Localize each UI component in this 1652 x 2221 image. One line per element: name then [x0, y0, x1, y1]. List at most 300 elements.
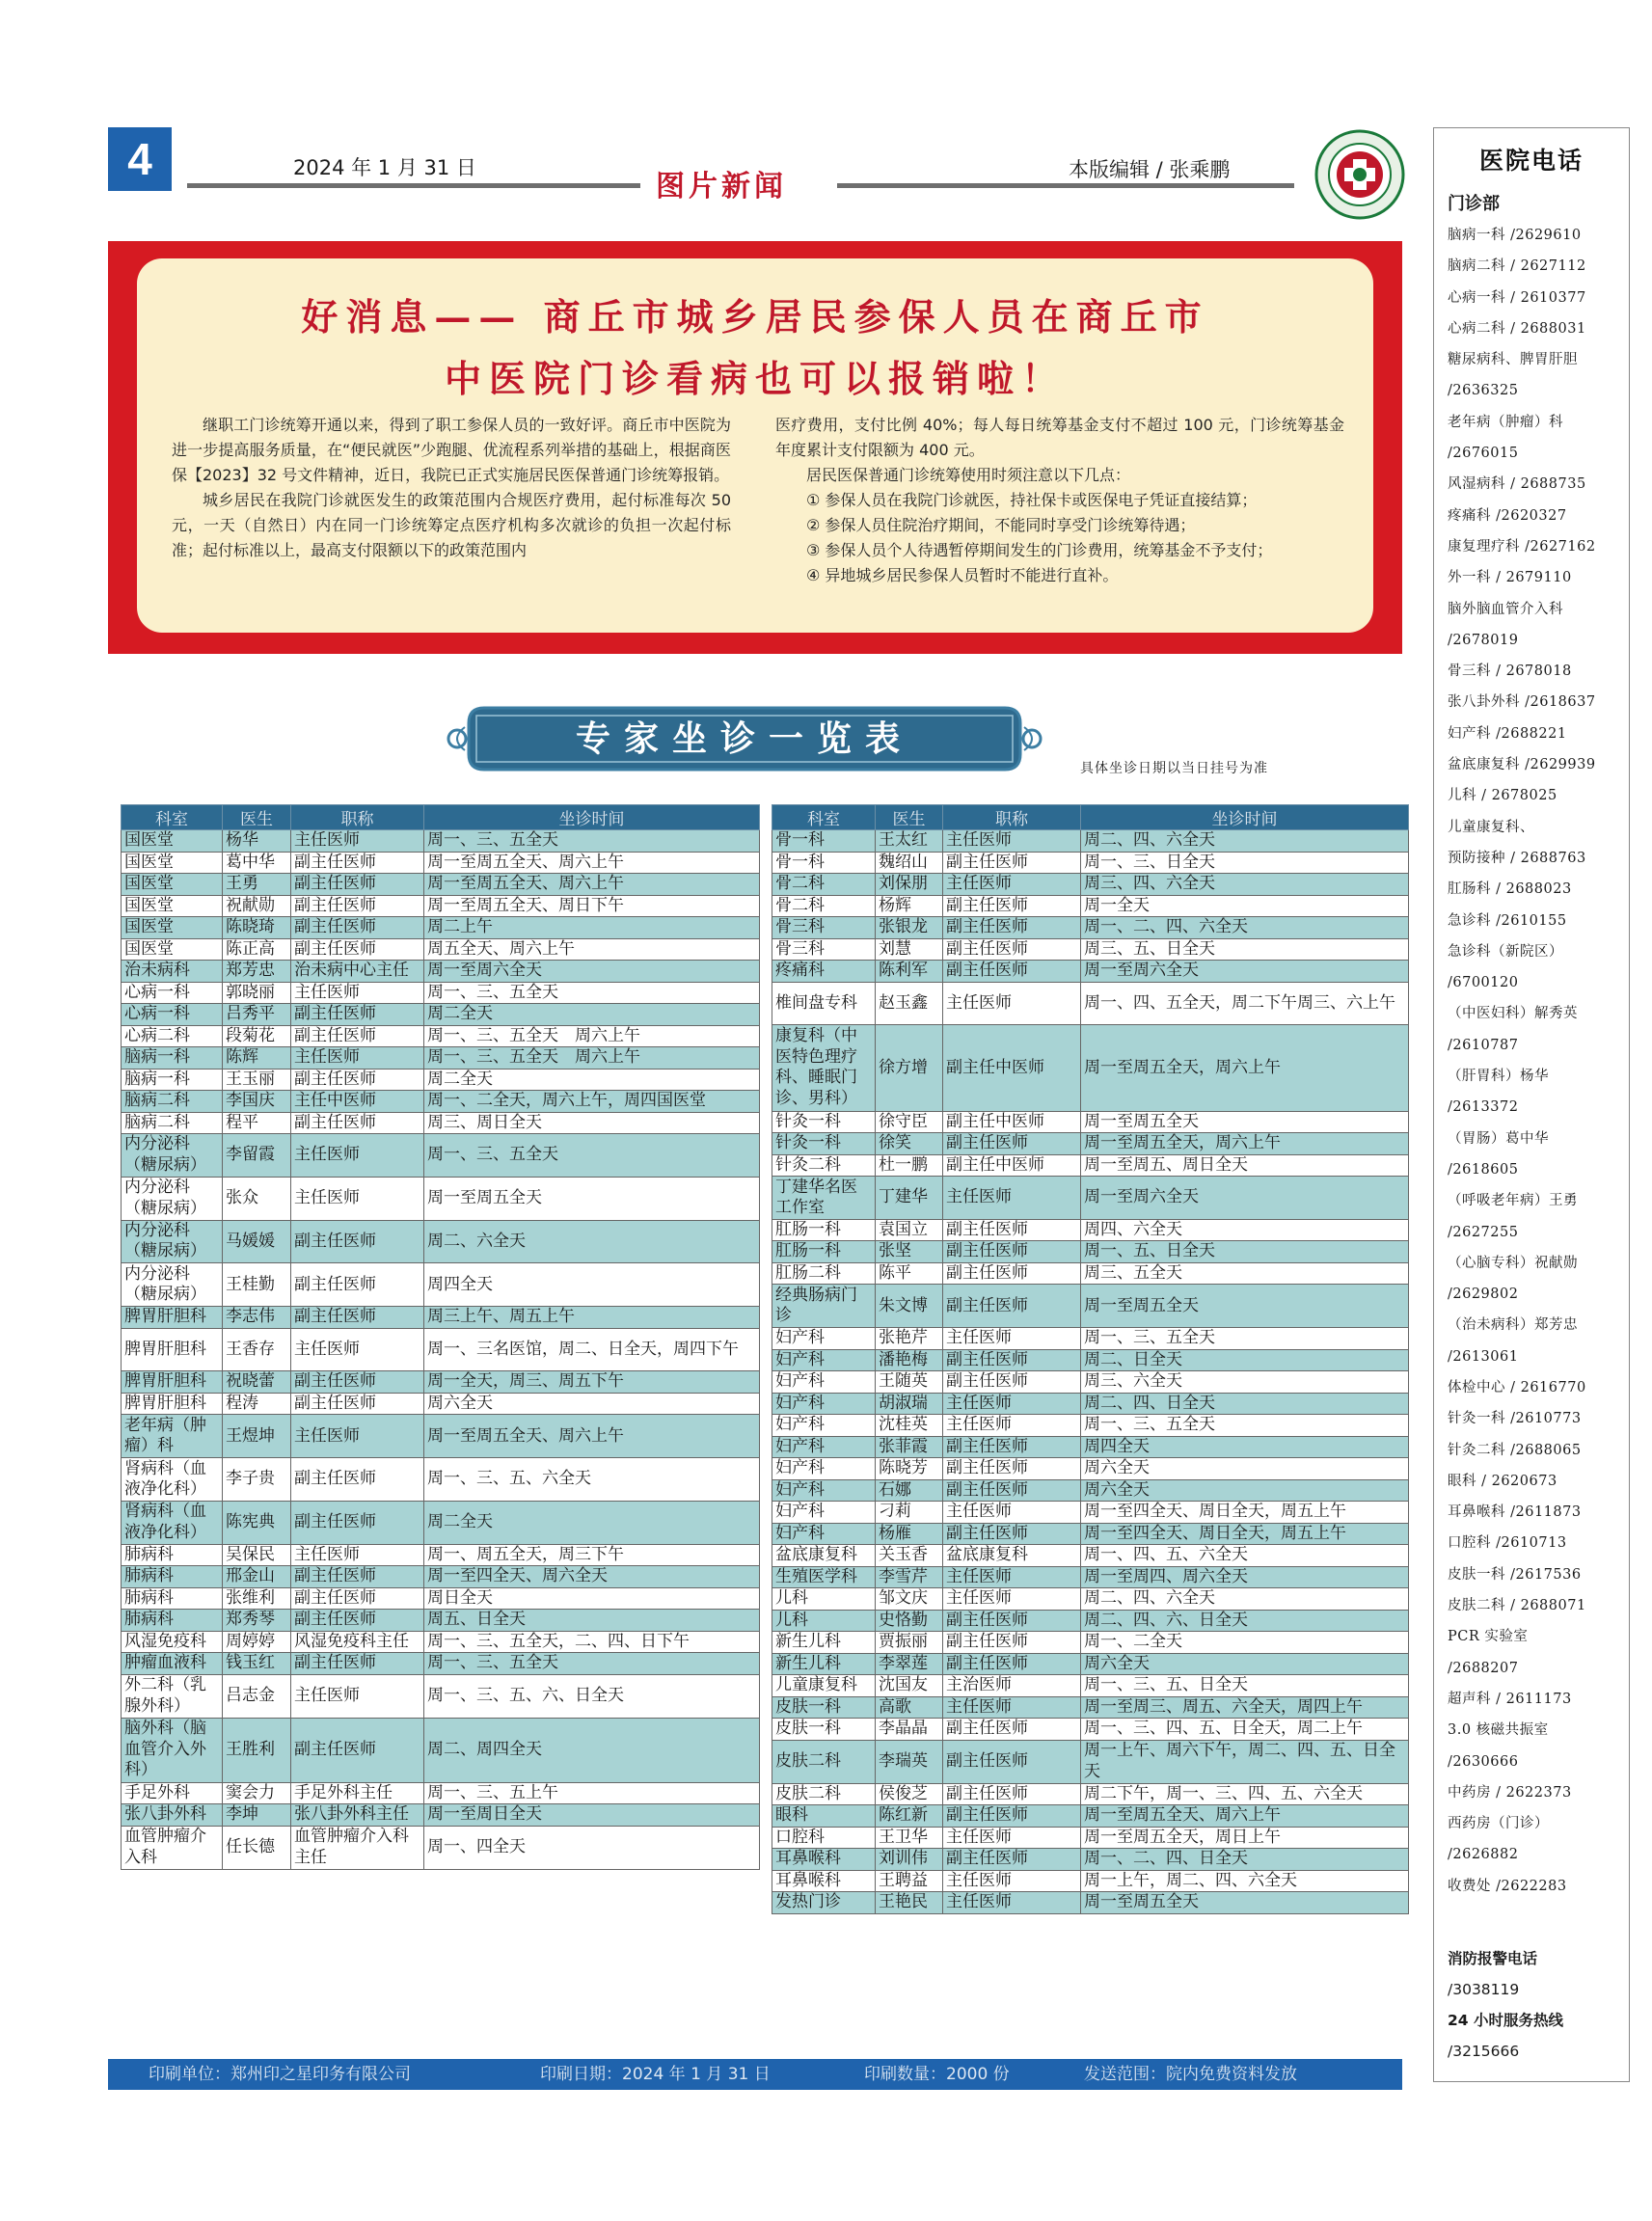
cell-doctor: 李雪芹 [876, 1566, 943, 1588]
banner-notice-intro: 居民医保普通门诊统筹使用时须注意以下几点： [806, 466, 1131, 484]
cell-title: 副主任医师 [291, 1004, 424, 1026]
schedule-row [772, 1219, 1409, 1241]
cell-dept: 脑外科（脑血管介入外科） [122, 1718, 223, 1782]
phone-entry: 体检中心 / 2616770 [1448, 1379, 1586, 1395]
schedule-row [122, 1566, 760, 1588]
schedule-row [772, 917, 1409, 939]
cell-time: 周一至周五全天、周六上午 [424, 852, 760, 874]
phone-entry: /2676015 [1448, 446, 1519, 462]
cell-doctor: 石娜 [876, 1479, 943, 1502]
cell-doctor: 葛中华 [223, 852, 291, 874]
cell-dept: 内分泌科（糖尿病） [122, 1263, 223, 1307]
cell-time: 周一至周四、周六全天 [1081, 1566, 1409, 1588]
schedule-row [122, 1415, 760, 1458]
schedule-row [122, 1674, 760, 1718]
schedule-row [122, 1112, 760, 1134]
hospital-phone-sidebar [1433, 127, 1630, 2082]
col-header-dept: 科室 [772, 805, 876, 830]
cell-title: 主任医师 [943, 1588, 1081, 1611]
cell-doctor: 张维利 [223, 1587, 291, 1610]
cell-title: 副主任医师 [291, 1610, 424, 1632]
cell-time: 周一、三、四、五、日全天，周二上午 [1081, 1719, 1409, 1741]
cell-doctor: 李志伟 [223, 1307, 291, 1329]
col-header-doctor: 医生 [876, 805, 943, 830]
cell-time: 周一、三、五全天 [1081, 1415, 1409, 1437]
phone-entry: 妇产科 /2688221 [1448, 725, 1567, 742]
cell-time: 周一、三、五全天 [1081, 1328, 1409, 1350]
cell-doctor: 程平 [223, 1112, 291, 1134]
cell-doctor: 祝晓蕾 [223, 1371, 291, 1394]
schedule-row [122, 1091, 760, 1113]
schedule-row [122, 874, 760, 896]
cell-title: 副主任医师 [943, 1262, 1081, 1285]
schedule-row [122, 1804, 760, 1827]
cell-time: 周一至周五全天、周六上午 [424, 1415, 760, 1458]
schedule-row [122, 1653, 760, 1675]
cell-dept: 脾胃肝胆科 [122, 1393, 223, 1415]
cell-title: 主任医师 [943, 1393, 1081, 1415]
phone-entry: 盆底康复科 /2629939 [1448, 757, 1596, 773]
schedule-row [772, 1566, 1409, 1588]
cell-time: 周三、周日全天 [424, 1112, 760, 1134]
phone-entry: 康复理疗科 /2627162 [1448, 538, 1596, 555]
cell-dept: 心病二科 [122, 1025, 223, 1047]
schedule-row [772, 1349, 1409, 1371]
cell-title: 副主任医师 [943, 1479, 1081, 1502]
schedule-row [772, 961, 1409, 983]
banner-paragraph: 继职工门诊统筹开通以来，得到了职工参保人员的一致好评。商丘市中医院为进一步提高服务质量，在“便民就医”少跑腿、优流程系列举措的基础上，根据商医保【2023】32 号文件精神，近日，我院已正式实施居民医保普通门诊统筹报销。 [172, 416, 731, 484]
phone-entry: 耳鼻喉科 /2611873 [1448, 1504, 1582, 1521]
cell-doctor: 杨华 [223, 830, 291, 853]
cell-title: 主任医师 [943, 1566, 1081, 1588]
cell-time: 周一至周三、周五、六全天，周四上午 [1081, 1696, 1409, 1719]
cell-time: 周一至周五全天，周六上午 [1081, 1133, 1409, 1155]
cell-dept: 新生儿科 [772, 1653, 876, 1675]
cell-dept: 脑病二科 [122, 1091, 223, 1113]
schedule-row [122, 830, 760, 853]
cell-time: 周二下午，周一、三、四、五、六全天 [1081, 1783, 1409, 1805]
cell-doctor: 陈晓芳 [876, 1458, 943, 1480]
phone-entry: （中医妇科）解秀英 [1448, 1006, 1578, 1022]
schedule-row [122, 852, 760, 874]
phone-entry: /2678019 [1448, 632, 1519, 648]
cell-title: 治未病中心主任 [291, 961, 424, 983]
schedule-row [772, 1371, 1409, 1394]
cell-dept: 皮肤二科 [772, 1783, 876, 1805]
cell-title: 副主任医师 [291, 1371, 424, 1394]
cell-doctor: 张银龙 [876, 917, 943, 939]
cell-title: 副主任医师 [291, 1307, 424, 1329]
cell-time: 周五全天、周六上午 [424, 938, 760, 961]
phone-entry: PCR 实验室 [1448, 1629, 1529, 1645]
cell-title: 副主任医师 [943, 1653, 1081, 1675]
cell-time: 周一、二、四、六全天 [1081, 917, 1409, 939]
cell-dept: 妇产科 [772, 1349, 876, 1371]
cell-doctor: 陈晓琦 [223, 917, 291, 939]
schedule-note: 具体坐诊日期以当日挂号为准 [1080, 761, 1268, 776]
schedule-row [772, 1458, 1409, 1480]
cell-time: 周一、周五全天，周三下午 [424, 1544, 760, 1566]
schedule-row [122, 1047, 760, 1070]
cell-doctor: 钱玉红 [223, 1653, 291, 1675]
schedule-row [122, 1393, 760, 1415]
cell-dept: 脑病一科 [122, 1047, 223, 1070]
schedule-row [772, 1805, 1409, 1828]
cell-title: 副主任医师 [943, 938, 1081, 961]
print-footer [108, 2059, 1402, 2090]
phone-entry: 西药房（门诊） [1448, 1816, 1549, 1832]
cell-dept: 肺病科 [122, 1544, 223, 1566]
schedule-row [122, 1631, 760, 1653]
schedule-title: 专家坐诊一览表 [575, 718, 913, 759]
cell-time: 周一、三、五全天 周六上午 [424, 1025, 760, 1047]
cell-doctor: 刘慧 [876, 938, 943, 961]
cell-title: 副主任医师 [291, 1653, 424, 1675]
schedule-row [772, 1783, 1409, 1805]
cell-dept: 骨一科 [772, 830, 876, 853]
footer-printer: 印刷单位：郑州印之星印务有限公司 [149, 2065, 411, 2084]
cell-doctor: 陈红新 [876, 1805, 943, 1828]
cell-title: 主任医师 [291, 1177, 424, 1220]
phone-entry: /2613061 [1448, 1348, 1519, 1365]
cell-time: 周一、三、五上午 [424, 1782, 760, 1804]
news-banner [108, 241, 1402, 654]
phone-entry: /2613372 [1448, 1099, 1519, 1116]
schedule-row [772, 1719, 1409, 1741]
cell-title: 副主任医师 [943, 1719, 1081, 1741]
cell-doctor: 王随英 [876, 1371, 943, 1394]
cell-dept: 儿科 [772, 1610, 876, 1632]
cell-title: 副主任中医师 [943, 1111, 1081, 1133]
sidebar-section: 门诊部 [1448, 194, 1500, 214]
col-header-time: 坐诊时间 [1081, 805, 1409, 830]
cell-time: 周一、四全天 [424, 1826, 760, 1869]
cell-time: 周六全天 [1081, 1458, 1409, 1480]
cell-dept: 生殖医学科 [772, 1566, 876, 1588]
phone-entry: （胃肠）葛中华 [1448, 1130, 1549, 1147]
cell-dept: 肛肠二科 [772, 1262, 876, 1285]
cell-time: 周二上午 [424, 917, 760, 939]
phone-entry: 眼科 / 2620673 [1448, 1473, 1557, 1489]
phone-entry: /2610787 [1448, 1037, 1519, 1053]
cell-dept: 脾胃肝胆科 [122, 1307, 223, 1329]
cell-dept: 妇产科 [772, 1415, 876, 1437]
cell-dept: 脾胃肝胆科 [122, 1328, 223, 1371]
cell-title: 副主任医师 [943, 1219, 1081, 1241]
cell-time: 周四全天 [424, 1263, 760, 1307]
cell-title: 副主任医师 [943, 1805, 1081, 1828]
cell-doctor: 刘训伟 [876, 1849, 943, 1871]
cell-doctor: 吕志金 [223, 1674, 291, 1718]
cell-time: 周一、三、五、六全天 [424, 1458, 760, 1502]
cell-time: 周一至周六全天 [1081, 1177, 1409, 1220]
cell-dept: 针灸二科 [772, 1154, 876, 1177]
cell-time: 周一、二、四、日全天 [1081, 1849, 1409, 1871]
cell-time: 周二全天 [424, 1502, 760, 1545]
cell-doctor: 吕秀平 [223, 1004, 291, 1026]
cell-dept: 国医堂 [122, 895, 223, 917]
phone-entry: /2618605 [1448, 1161, 1519, 1178]
schedule-row [772, 1502, 1409, 1524]
cell-time: 周二、日全天 [1081, 1349, 1409, 1371]
cell-doctor: 王聘益 [876, 1870, 943, 1892]
cell-time: 周一至四全天、周日全天，周五上午 [1081, 1523, 1409, 1545]
cell-doctor: 吴保民 [223, 1544, 291, 1566]
cell-title: 副主任医师 [291, 1718, 424, 1782]
cell-time: 周一至周五、周日全天 [1081, 1154, 1409, 1177]
cell-dept: 肛肠一科 [772, 1219, 876, 1241]
cell-time: 周一、三、五全天 [424, 1134, 760, 1178]
cell-dept: 椎间盘专科 [772, 982, 876, 1025]
cell-time: 周二、四、六全天 [1081, 1588, 1409, 1611]
emergency-contacts [1448, 1943, 1563, 2067]
cell-title: 副主任中医师 [943, 1025, 1081, 1111]
col-header-title: 职称 [291, 805, 424, 830]
cell-dept: 肺病科 [122, 1566, 223, 1588]
phone-entry: （呼吸老年病）王勇 [1448, 1193, 1578, 1209]
phone-entry: 中药房 / 2622373 [1448, 1784, 1572, 1801]
cell-dept: 肾病科（血液净化科） [122, 1458, 223, 1502]
phone-entry: 皮肤一科 /2617536 [1448, 1566, 1582, 1583]
cell-time: 周五、日全天 [424, 1610, 760, 1632]
cell-doctor: 张坚 [876, 1241, 943, 1263]
phone-entry: 张八卦外科 /2618637 [1448, 694, 1596, 711]
cell-doctor: 王卫华 [876, 1827, 943, 1849]
cell-dept: 脑病一科 [122, 1069, 223, 1091]
banner-notice-item: ④ 异地城乡居民参保人员暂时不能进行直补。 [806, 566, 1119, 584]
schedule-row [122, 1782, 760, 1804]
phone-entry: 针灸一科 /2610773 [1448, 1411, 1582, 1427]
schedule-row [772, 1892, 1409, 1914]
phone-entry: 外一科 / 2679110 [1448, 570, 1572, 586]
cell-time: 周一、三、五全天 [424, 830, 760, 853]
schedule-row [122, 1069, 760, 1091]
col-header-time: 坐诊时间 [424, 805, 760, 830]
schedule-row [772, 1827, 1409, 1849]
schedule-row [122, 917, 760, 939]
schedule-row [122, 1328, 760, 1371]
cell-title: 盆底康复科 [943, 1545, 1081, 1567]
cell-doctor: 李坤 [223, 1804, 291, 1827]
cell-doctor: 陈平 [876, 1262, 943, 1285]
cell-doctor: 杜一鹏 [876, 1154, 943, 1177]
cell-title: 副主任医师 [943, 1458, 1081, 1480]
phone-entry: 脑病一科 /2629610 [1448, 228, 1582, 243]
phone-entry: 老年病（肿瘤）科 [1448, 414, 1563, 430]
schedule-table-right [772, 804, 1409, 1914]
schedule-row [772, 874, 1409, 896]
banner-title-line2: 中医院门诊看病也可以报销啦！ [444, 357, 1066, 400]
cell-doctor: 郭晓丽 [223, 982, 291, 1004]
banner-notice-item: ② 参保人员住院治疗期间，不能同时享受门诊统筹待遇； [806, 516, 1196, 534]
schedule-row [122, 1458, 760, 1502]
cell-dept: 骨三科 [772, 938, 876, 961]
schedule-row [772, 1523, 1409, 1545]
cell-dept: 耳鼻喉科 [772, 1849, 876, 1871]
banner-paragraph: 城乡居民在我院门诊就医发生的政策范围内合规医疗费用，起付标准每次 50 元，一天（自然日）内在同一门诊统筹定点医疗机构多次就诊的负担一次起付标准；起付标准以上，最高支付限额以下的政策范围内 [172, 491, 731, 559]
cell-doctor: 胡淑瑞 [876, 1393, 943, 1415]
fire-label: 消防报警电话 [1448, 1950, 1538, 1967]
cell-title: 副主任医师 [943, 961, 1081, 983]
cell-doctor: 马媛媛 [223, 1220, 291, 1263]
cell-time: 周三、五、日全天 [1081, 938, 1409, 961]
schedule-row [122, 1587, 760, 1610]
cell-time: 周一、三、五全天 周六上午 [424, 1047, 760, 1070]
banner-right-column [775, 413, 1344, 588]
cell-time: 周一、三、五全天，二、四、日下午 [424, 1631, 760, 1653]
cell-title: 副主任医师 [291, 1587, 424, 1610]
cell-time: 周三、五全天 [1081, 1262, 1409, 1285]
cell-time: 周一全天，周三、周五下午 [424, 1371, 760, 1394]
cell-dept: 内分泌科（糖尿病） [122, 1177, 223, 1220]
phone-entry: 预防接种 / 2688763 [1448, 850, 1586, 866]
cell-title: 副主任医师 [291, 895, 424, 917]
cell-time: 周一至周五全天 [1081, 1111, 1409, 1133]
cell-doctor: 张艳芹 [876, 1328, 943, 1350]
cell-title: 主任医师 [943, 830, 1081, 853]
hotline-number: /3215666 [1448, 2043, 1520, 2060]
schedule-row [122, 1025, 760, 1047]
schedule-row [772, 895, 1409, 917]
schedule-row [122, 1502, 760, 1545]
header-rule-right [837, 183, 1294, 188]
cell-time: 周六全天 [1081, 1479, 1409, 1502]
cell-title: 主任医师 [943, 1892, 1081, 1914]
header-rule-left [187, 183, 640, 188]
cell-dept: 治未病科 [122, 961, 223, 983]
cell-doctor: 李翠莲 [876, 1653, 943, 1675]
cell-doctor: 魏绍山 [876, 852, 943, 874]
cell-time: 周一至周六全天 [424, 961, 760, 983]
cell-doctor: 高歌 [876, 1696, 943, 1719]
cell-time: 周一至周五全天、周日下午 [424, 895, 760, 917]
cell-doctor: 徐笑 [876, 1133, 943, 1155]
cell-dept: 丁建华名医工作室 [772, 1177, 876, 1220]
banner-title-line1: 好消息—— 商丘市城乡居民参保人员在商丘市 [301, 295, 1209, 339]
schedule-row [772, 1133, 1409, 1155]
cell-title: 副主任医师 [291, 938, 424, 961]
cell-time: 周一、三、五全天 [424, 1653, 760, 1675]
schedule-table-left [121, 804, 760, 1870]
cell-time: 周三、四、六全天 [1081, 874, 1409, 896]
cell-title: 主任医师 [291, 1134, 424, 1178]
cell-title: 副主任医师 [943, 852, 1081, 874]
cell-title: 副主任医师 [943, 1610, 1081, 1632]
phone-entry: 肛肠科 / 2688023 [1448, 881, 1572, 898]
schedule-row [772, 1111, 1409, 1133]
schedule-row [772, 1262, 1409, 1285]
sidebar-title: 医院电话 [1478, 147, 1584, 175]
schedule-row [122, 1718, 760, 1782]
cell-title: 副主任医师 [291, 1458, 424, 1502]
phone-entry: 3.0 核磁共振室 [1448, 1722, 1549, 1739]
cell-title: 副主任医师 [291, 1112, 424, 1134]
cell-time: 周一、三、五、六、日全天 [424, 1674, 760, 1718]
cell-doctor: 李国庆 [223, 1091, 291, 1113]
cell-dept: 骨三科 [772, 917, 876, 939]
cell-time: 周一至周五全天 [1081, 1892, 1409, 1914]
cell-dept: 国医堂 [122, 830, 223, 853]
phone-entry: （心脑专科）祝献勋 [1448, 1255, 1578, 1271]
cell-doctor: 王香存 [223, 1328, 291, 1371]
cell-doctor: 王胜利 [223, 1718, 291, 1782]
phone-entry: /2636325 [1448, 383, 1519, 399]
schedule-row [772, 1610, 1409, 1632]
cell-time: 周一、三、五、日全天 [1081, 1675, 1409, 1697]
footer-scope: 发送范围：院内免费资料发放 [1084, 2065, 1297, 2084]
cell-title: 主任医师 [943, 1415, 1081, 1437]
schedule-row [772, 1415, 1409, 1437]
cell-title: 主治医师 [943, 1675, 1081, 1697]
cell-title: 主任医师 [291, 1544, 424, 1566]
cell-dept: 儿童康复科 [772, 1675, 876, 1697]
schedule-row [122, 961, 760, 983]
cell-dept: 血管肿瘤介入科 [122, 1826, 223, 1869]
schedule-row [122, 1371, 760, 1394]
cell-dept: 内分泌科（糖尿病） [122, 1220, 223, 1263]
cell-doctor: 王艳民 [876, 1892, 943, 1914]
cell-title: 主任中医师 [291, 1091, 424, 1113]
cell-title: 主任医师 [943, 1827, 1081, 1849]
cell-time: 周一至周五全天，周六上午 [1081, 1025, 1409, 1111]
phone-entry: 脑病二科 / 2627112 [1448, 258, 1586, 275]
cell-doctor: 邹文庆 [876, 1588, 943, 1611]
cell-doctor: 李留霞 [223, 1134, 291, 1178]
cell-doctor: 王煜坤 [223, 1415, 291, 1458]
phone-entry: 风湿病科 / 2688735 [1448, 476, 1586, 493]
cell-title: 主任医师 [943, 1502, 1081, 1524]
schedule-row [122, 1004, 760, 1026]
cell-title: 副主任医师 [291, 1025, 424, 1047]
section-title: 图片新闻 [656, 170, 787, 203]
cell-dept: 妇产科 [772, 1371, 876, 1394]
cell-dept: 皮肤一科 [772, 1719, 876, 1741]
cell-dept: 妇产科 [772, 1393, 876, 1415]
fire-number: /3038119 [1448, 1981, 1520, 1998]
cell-doctor: 史恪勤 [876, 1610, 943, 1632]
cell-doctor: 李子贵 [223, 1458, 291, 1502]
cell-doctor: 杨雁 [876, 1523, 943, 1545]
cell-time: 周一至周五全天 [424, 1177, 760, 1220]
cell-doctor: 刘保朋 [876, 874, 943, 896]
cell-dept: 儿科 [772, 1588, 876, 1611]
cell-dept: 肿瘤血液科 [122, 1653, 223, 1675]
cell-dept: 骨二科 [772, 874, 876, 896]
schedule-row [772, 1588, 1409, 1611]
cell-dept: 针灸一科 [772, 1111, 876, 1133]
schedule-row [772, 1393, 1409, 1415]
cell-dept: 妇产科 [772, 1523, 876, 1545]
cell-time: 周三、六全天 [1081, 1371, 1409, 1394]
cell-dept: 康复科（中医特色理疗科、睡眠门诊、男科） [772, 1025, 876, 1111]
cell-doctor: 陈正高 [223, 938, 291, 961]
cell-doctor: 祝献勋 [223, 895, 291, 917]
cell-dept: 脑病二科 [122, 1112, 223, 1134]
cell-dept: 妇产科 [772, 1502, 876, 1524]
cell-title: 副主任医师 [291, 874, 424, 896]
cell-time: 周一至四全天、周日全天，周五上午 [1081, 1502, 1409, 1524]
cell-doctor: 贾振丽 [876, 1632, 943, 1654]
cell-dept: 皮肤一科 [772, 1696, 876, 1719]
cell-doctor: 陈利军 [876, 961, 943, 983]
phone-entry: /2626882 [1448, 1847, 1519, 1863]
cell-doctor: 沈国友 [876, 1675, 943, 1697]
cell-title: 副主任医师 [291, 917, 424, 939]
issue-date: 2024 年 1 月 31 日 [293, 156, 476, 179]
phone-entry: 儿科 / 2678025 [1448, 788, 1557, 804]
cell-title: 风湿免疫科主任 [291, 1631, 424, 1653]
schedule-row [772, 852, 1409, 874]
